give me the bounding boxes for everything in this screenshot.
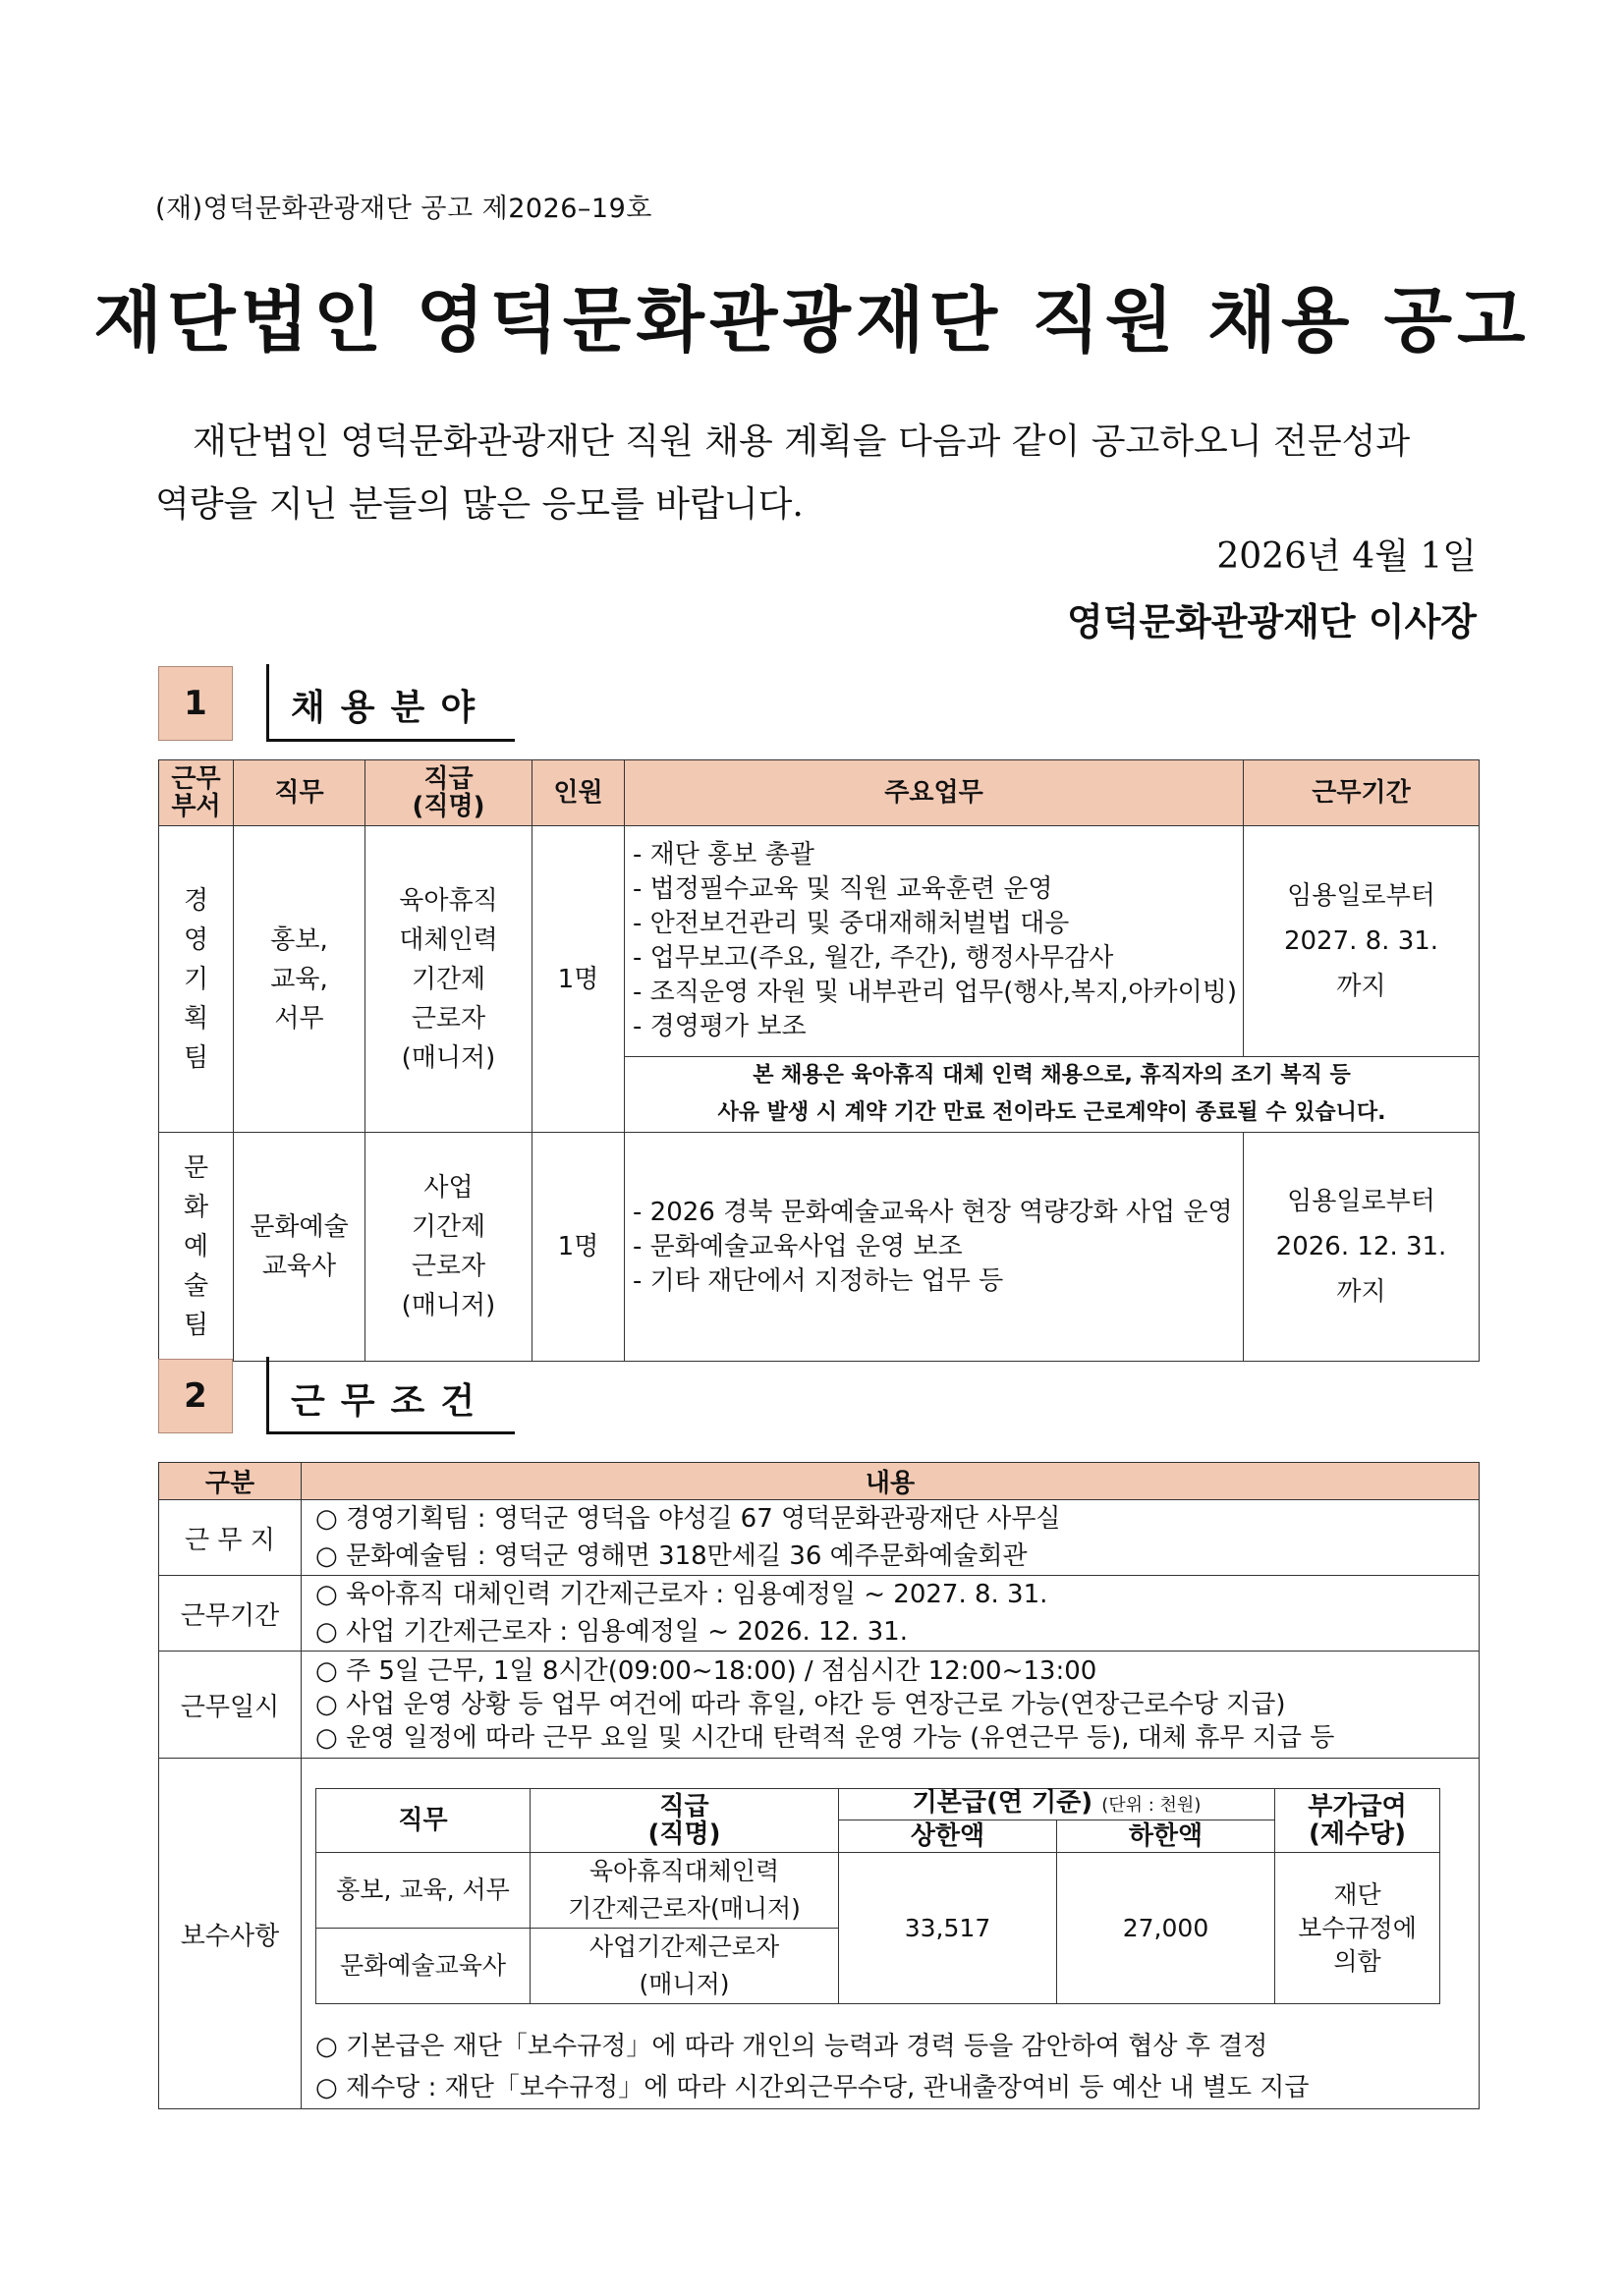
dept-char: 획 <box>183 1003 209 1034</box>
task-item: - 법정필수교육 및 직원 교육훈련 운영 <box>633 874 1053 904</box>
content-line: ○ 사업 운영 상황 등 업무 여건에 따라 휴일, 야간 등 연장근로 가능(연장근로수당 지급) <box>315 1690 1286 1719</box>
pay-unit-label: (단위 : 천원) <box>1101 1795 1202 1816</box>
pay-grade-line: 기간제근로자(매니저) <box>568 1894 801 1923</box>
workplace-label: 근 무 지 <box>159 1500 302 1576</box>
period-line: 임용일로부터 <box>1287 881 1435 911</box>
conditions-table <box>158 1462 1480 2109</box>
pay-table <box>315 1788 1440 2004</box>
pay-row <box>316 1853 1440 1929</box>
pay-duty-1: 홍보, 교육, 서무 <box>316 1853 531 1929</box>
grade-line: 근로자 <box>411 1252 486 1281</box>
workplace-content <box>302 1500 1480 1576</box>
section-2-bar <box>266 1357 269 1433</box>
grade-line: 기간제 <box>411 1212 486 1242</box>
dept-char: 문 <box>183 1153 209 1183</box>
recruitment-table <box>158 759 1480 1362</box>
section-1-underline <box>266 739 515 742</box>
pay-label: 보수사항 <box>159 1759 302 2109</box>
header-content: 내용 <box>302 1463 1480 1500</box>
pay-note: ○ 제수당 : 재단「보수규정」에 따라 시간외근무수당, 관내출장여비 등 예산 내 별도 지급 <box>315 2073 1310 2102</box>
header-dept <box>159 760 234 826</box>
grade-line: 기간제 <box>411 964 486 994</box>
dept-char: 화 <box>183 1193 209 1222</box>
pay-header-grade-line: 직급 <box>659 1792 709 1821</box>
duty-line: 홍보, <box>270 924 328 955</box>
dept-cell <box>159 826 234 1133</box>
grade-cell <box>365 1133 532 1362</box>
pay-header-base <box>839 1789 1275 1820</box>
note-line: 본 채용은 육아휴직 대체 인력 채용으로, 휴직자의 조기 복직 등 <box>753 1063 1351 1088</box>
section-1-title: 채용분야 <box>291 688 491 728</box>
pay-extra <box>1275 1853 1440 2004</box>
period-line: 까지 <box>1336 972 1386 1001</box>
header-grade-line: (직명) <box>412 792 485 821</box>
header-category: 구분 <box>159 1463 302 1500</box>
issuer-name: 영덕문화관광재단 이사장 <box>1066 600 1477 644</box>
section-1-number: 1 <box>158 666 233 741</box>
section-2-number: 2 <box>158 1359 233 1433</box>
duty-line: 교육사 <box>261 1252 337 1281</box>
duty-line: 문화예술 <box>250 1212 349 1242</box>
schedule-label: 근무일시 <box>159 1652 302 1759</box>
pay-header-extra-line: (제수당) <box>1308 1820 1407 1849</box>
pay-extra-line: 의함 <box>1333 1946 1381 1976</box>
header-grade <box>365 760 532 826</box>
duty-line: 교육, <box>270 964 328 994</box>
intro-line-2: 역량을 지닌 분들의 많은 응모를 바랍니다. <box>155 484 804 525</box>
grade-line: 근로자 <box>411 1003 486 1034</box>
pay-header-grade-line: (직명) <box>647 1820 721 1849</box>
pay-duty-2: 문화예술교육사 <box>316 1929 531 2004</box>
pay-header-upper: 상한액 <box>839 1820 1057 1853</box>
content-line: ○ 경영기획팀 : 영덕군 영덕읍 야성길 67 영덕문화관광재단 사무실 <box>315 1504 1061 1534</box>
notice-date: 2026년 4월 1일 <box>1216 536 1477 577</box>
table-header-row <box>159 760 1480 826</box>
pay-extra-line: 재단 <box>1333 1879 1381 1909</box>
tasks-cell <box>625 826 1244 1057</box>
grade-cell <box>365 826 532 1133</box>
table-header-row <box>159 1463 1480 1500</box>
grade-line: (매니저) <box>401 1042 496 1073</box>
content-line: ○ 육아휴직 대체인력 기간제근로자 : 임용예정일 ~ 2027. 8. 31. <box>315 1580 1048 1609</box>
task-item: - 조직운영 자원 및 내부관리 업무(행사,복지,아카이빙) <box>633 978 1237 1007</box>
pay-grade-line: 사업기간제근로자 <box>588 1932 780 1961</box>
header-dept-line: 근무 <box>171 764 221 794</box>
pay-note: ○ 기본급은 재단「보수규정」에 따라 개인의 능력과 경력 등을 감안하여 협상 후 결정 <box>315 2032 1268 2061</box>
count-cell: 1명 <box>532 826 625 1133</box>
pay-lower-amount: 27,000 <box>1057 1853 1275 2004</box>
section-2-underline <box>266 1431 515 1434</box>
task-item: - 업무보고(주요, 월간, 주간), 행정사무감사 <box>633 943 1114 973</box>
content-line: ○ 문화예술팀 : 영덕군 영해면 318만세길 36 예주문화예술회관 <box>315 1541 1028 1571</box>
pay-grade-line: 육아휴직대체인력 <box>588 1857 780 1885</box>
dept-char: 기 <box>183 964 209 994</box>
task-item: - 경영평가 보조 <box>633 1012 807 1041</box>
intro-paragraph <box>155 411 1477 536</box>
pay-upper-amount: 33,517 <box>839 1853 1057 2004</box>
intro-line-1: 재단법인 영덕문화관광재단 직원 채용 계획을 다음과 같이 공고하오니 전문성과 <box>193 421 1411 462</box>
period-content <box>302 1576 1480 1652</box>
dept-cell <box>159 1133 234 1362</box>
duty-cell <box>234 826 365 1133</box>
header-grade-line: 직급 <box>423 764 474 794</box>
section-2-title: 근무조건 <box>291 1381 491 1422</box>
task-item: - 문화예술교육사업 운영 보조 <box>633 1231 963 1261</box>
table-row <box>159 1576 1480 1652</box>
note-line: 사유 발생 시 계약 기간 만료 전이라도 근로계약이 종료될 수 있습니다. <box>717 1100 1386 1125</box>
grade-line: 육아휴직 <box>399 885 498 916</box>
table-row <box>159 826 1480 1057</box>
period-line: 임용일로부터 <box>1287 1187 1435 1216</box>
header-duty: 직무 <box>234 760 365 826</box>
period-cell <box>1244 1133 1480 1362</box>
pay-header-extra <box>1275 1789 1440 1853</box>
period-label: 근무기간 <box>159 1576 302 1652</box>
dept-char: 영 <box>183 924 209 955</box>
pay-grade-2 <box>531 1929 839 2004</box>
count-cell: 1명 <box>532 1133 625 1362</box>
table-row <box>159 1500 1480 1576</box>
grade-line: 사업 <box>423 1173 474 1203</box>
pay-header-extra-line: 부가급여 <box>1308 1792 1407 1821</box>
pay-grade-line: (매니저) <box>639 1970 730 1998</box>
content-line: ○ 운영 일정에 따라 근무 요일 및 시간대 탄력적 운영 가능 (유연근무 등), 대체 휴무 지급 등 <box>315 1723 1335 1753</box>
period-line: 2027. 8. 31. <box>1283 926 1439 956</box>
dept-char: 경 <box>183 885 209 916</box>
content-line: ○ 사업 기간제근로자 : 임용예정일 ~ 2026. 12. 31. <box>315 1617 908 1647</box>
tasks-cell <box>625 1133 1244 1362</box>
page-title: 재단법인 영덕문화관광재단 직원 채용 공고 <box>93 279 1531 362</box>
pay-extra-line: 보수규정에 <box>1298 1913 1417 1942</box>
pay-grade-1 <box>531 1853 839 1929</box>
period-line: 2026. 12. 31. <box>1275 1232 1447 1261</box>
period-cell <box>1244 826 1480 1057</box>
contract-note <box>625 1057 1480 1133</box>
duty-line: 서무 <box>274 1003 324 1034</box>
schedule-content <box>302 1652 1480 1759</box>
grade-line: 대체인력 <box>399 924 498 955</box>
pay-header-duty: 직무 <box>316 1789 531 1853</box>
pay-content <box>302 1759 1480 2109</box>
pay-header-grade <box>531 1789 839 1853</box>
grade-line: (매니저) <box>401 1291 496 1320</box>
task-item: - 안전보건관리 및 중대재해처벌법 대응 <box>633 909 1070 938</box>
section-1-bar <box>266 664 269 741</box>
task-item: - 기타 재단에서 지정하는 업무 등 <box>633 1265 1004 1296</box>
period-line: 까지 <box>1336 1277 1386 1307</box>
table-row <box>159 1759 1480 2109</box>
dept-char: 팀 <box>183 1042 209 1073</box>
content-line: ○ 주 5일 근무, 1일 8시간(09:00~18:00) / 점심시간 12:00~13:00 <box>315 1656 1097 1686</box>
header-count: 인원 <box>532 760 625 826</box>
notice-number: (재)영덕문화관광재단 공고 제2026–19호 <box>155 194 652 224</box>
pay-header-row <box>316 1789 1440 1820</box>
dept-char: 술 <box>183 1271 209 1301</box>
task-item: - 재단 홍보 총괄 <box>633 840 814 869</box>
dept-char: 팀 <box>183 1311 209 1340</box>
header-tasks: 주요업무 <box>625 760 1244 826</box>
header-dept-line: 부서 <box>171 792 221 821</box>
table-row <box>159 1652 1480 1759</box>
duty-cell <box>234 1133 365 1362</box>
pay-header-lower: 하한액 <box>1057 1820 1275 1853</box>
pay-notes <box>315 2026 1465 2108</box>
pay-header-base-label: 기본급(연 기준) <box>912 1788 1093 1818</box>
header-period: 근무기간 <box>1244 760 1480 826</box>
table-row <box>159 1133 1480 1362</box>
task-item: - 2026 경북 문화예술교육사 현장 역량강화 사업 운영 <box>633 1197 1233 1227</box>
dept-char: 예 <box>183 1232 209 1261</box>
